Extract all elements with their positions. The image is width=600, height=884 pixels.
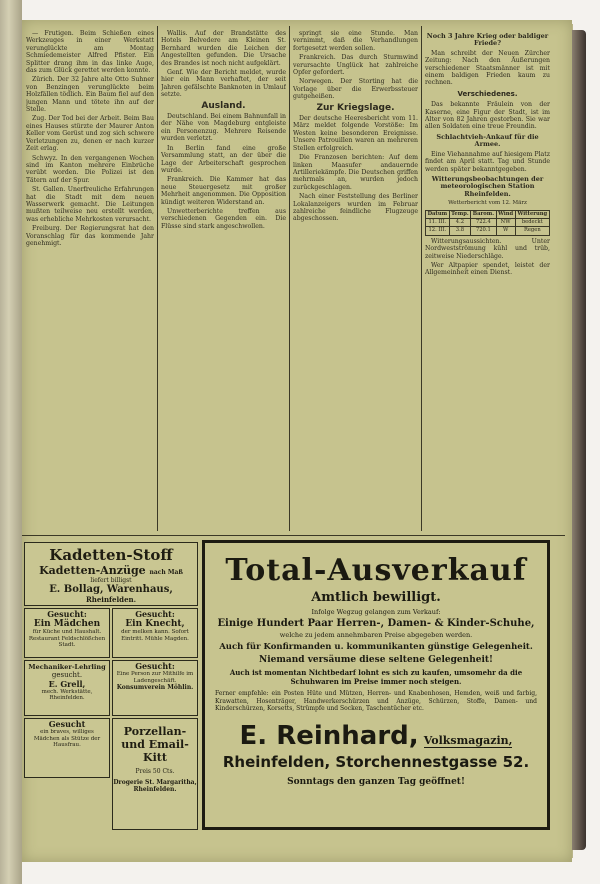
ad-detail: mech. Werkstätte, Rheinfelden. xyxy=(41,689,93,701)
section-rule xyxy=(22,535,565,536)
weather-cell: 3.8 xyxy=(449,227,471,235)
article-text: Deutschland. Bei einem Bahnunfall in der Nähe von Magdeburg entgleiste ein Personenzug. Mehrere Reisende wurden verletzt. xyxy=(161,113,286,143)
column-rule xyxy=(421,26,422,531)
ad-address: Rheinfelden, Storchennestgasse 52. xyxy=(222,752,530,771)
weather-date: Wetterbericht vom 12. März xyxy=(448,200,527,207)
article-text: Wer Altpapier spendet, leistet der Allgemeinheit einen Dienst. xyxy=(425,261,550,277)
weather-header: Barom. xyxy=(471,210,496,218)
article-text: Schwyz. In den vergangenen Wochen sind im Kanton mehrere Einbrüche verübt worden. Die Polizei ist den Tätern auf der Spur. xyxy=(26,154,154,184)
ad-text: Ein Knecht, xyxy=(125,619,185,629)
book-cover-edge xyxy=(572,30,586,850)
ad-main: Einige Hundert Paar Herren-, Damen- & Kinder-Schuhe, xyxy=(217,618,535,629)
ad-intro: Infolge Wegzug gelangen zum Verkauf: xyxy=(311,608,441,616)
article-text: Die Franzosen berichten: Auf dem linken Maasufer andauernde Artilleriekämpfe. Die Deutschen griffen mehrmals an, wurden jedoch zurückgeschlagen. xyxy=(293,154,418,191)
table-row xyxy=(426,218,550,226)
section-heading: Zur Kriegslage. xyxy=(316,102,395,113)
ad-text: welche zu jedem annehmbaren Preise abgegeben werden. xyxy=(279,631,473,639)
weather-cell: 720.1 xyxy=(471,227,496,235)
article-text: Eine Viehannahme auf hiesigem Platz findet am April statt. Tag und Stunde werden später bekanntgegeben. xyxy=(425,150,550,173)
article-text: Zürich. Der 32 Jahre alte Otto Suhner von Benzingen verunglückte beim Holzfällen tödlich. Ein Baum fiel auf den jungen Mann und tötete ihn auf der Stelle. xyxy=(26,76,154,114)
article-text: Der deutsche Heeresbericht vom 11. März meldet folgende Vorstöße: Im Westen keine besonderen Ereignisse. Unsere Patrouillen waren an mehreren Stellen erfolgreich. xyxy=(293,115,418,152)
article-text: In Berlin fand eine große Versammlung statt, an der über die Lage der Arbeiterschaft gesprochen wurde. xyxy=(161,144,286,174)
ad-text xyxy=(25,564,197,577)
ad-footer: Sonntags den ganzen Tag geöffnet! xyxy=(287,776,465,787)
ad-headline: Total-Ausverkauf xyxy=(225,553,527,588)
article-text: Wallis. Auf der Brandstätte des Hotels Belvedere am Kleinen St. Bernhard wurden die Leichen der Angestellten gefunden. Die Ursache des Brandes ist noch nicht aufgeklärt. xyxy=(161,30,286,67)
article-text: Witterungsaussichten. Unter Nordwestströmung kühl und trüb, zeitweise Niederschläge. xyxy=(425,237,550,260)
ad-text: Ferner empfehle: ein Posten Hüte und Mützen, Herren- und Knabenhosen, Hemden, weiß und farbig, Krawatten, Hosenträger, Handwerkerschürzen und Anzüge, Schürzen, Stoffe, Damen- und Kinderschürzen, Korsetts, Strümpfe und Socken, Taschentücher etc. xyxy=(215,690,537,712)
article-heading: Witterungsbeobachtungen der meteorologischen Station Rheinfelden. xyxy=(431,174,544,198)
weather-header: Temp. xyxy=(449,210,471,218)
ad-porzellan xyxy=(112,718,198,830)
ad-text: Ein Mädchen xyxy=(33,619,101,629)
ad-detail: der melken kann. Sofort Eintritt. Mühle Magden. xyxy=(121,629,189,642)
ad-firm: E. Bollag, Warenhaus, xyxy=(49,584,173,595)
weather-cell: 12. III. xyxy=(426,227,450,235)
article-text: Zug. Der Tod bei der Arbeit. Beim Bau eines Hauses stürzte der Maurer Anton Keller vom Gerüst und zog sich schwere Verletzungen zu, denen er nach kurzer Zeit erlag. xyxy=(26,115,154,153)
ad-firm: E. Reinhard, xyxy=(239,720,419,751)
ad-title: Mechaniker-Lehrling xyxy=(28,663,106,671)
article-text: Norwegen. Der Storting hat die Vorlage über die Erwerbssteuer gutgeheißen. xyxy=(293,78,418,101)
ad-title: Gesucht: xyxy=(47,609,87,619)
weather-header: Witterung xyxy=(515,210,549,218)
ad-gesucht-knecht xyxy=(112,608,198,658)
table-row xyxy=(426,227,550,235)
weather-cell: Regen xyxy=(515,227,549,235)
article-text: St. Gallen. Unerfreuliche Erfahrungen hat die Stadt mit dem neuen Wasserwerk gemacht. Die Leitungen mußten teilweise neu erstellt werden, was erhebliche Mehrkosten verursacht. xyxy=(26,186,154,223)
article-text: Frankreich. Die Kammer hat das neue Steuergesetz mit großer Mehrheit angenommen. Die Opposition kündigt weiteren Widerstand an. xyxy=(161,176,286,206)
ad-text: Auch ist momentan Nichtbedarf lohnt es sich zu kaufen, umsomehr da die Schuhwaren im Preise immer noch steigen. xyxy=(229,668,523,686)
section-heading: Verschiedenes. xyxy=(457,89,518,98)
article-text: Nach einer Feststellung des Berliner Lokalanzeigers wurden im Februar zahlreiche feindliche Flugzeuge abgeschossen. xyxy=(293,193,418,223)
ad-title: Gesucht: xyxy=(135,661,175,671)
article-text: Genf. Wie der Bericht meldet, wurde hier ein Mann verhaftet, der seit Jahren gefälschte Banknoten in Umlauf setzte. xyxy=(161,69,286,99)
ad-firm-row xyxy=(205,721,547,751)
ad-title: Kadetten-Stoff xyxy=(49,546,173,564)
weather-cell: NW xyxy=(496,218,515,226)
weather-cell: 11. III. xyxy=(426,218,450,226)
column-rule xyxy=(289,26,290,531)
ad-total-ausverkauf xyxy=(202,540,550,830)
ad-detail: Preis 50 Cts. xyxy=(135,768,175,775)
ad-firm-tag: Volksmagazin, xyxy=(423,733,513,747)
ad-text: ein braves, williges Mädchen als Stütze der Hausfrau. xyxy=(33,729,101,748)
article-heading: Noch 3 Jahre Krieg oder baldiger Friede? xyxy=(426,32,549,48)
weather-cell: bedeckt xyxy=(515,218,549,226)
column-4 xyxy=(425,30,550,530)
column-rule xyxy=(157,26,158,531)
ad-firm: E. Grell, xyxy=(48,679,86,689)
ad-firm: Drogerie St. Margaritha, Rheinfelden. xyxy=(113,779,197,793)
ad-suffix: nach Maß xyxy=(149,569,183,576)
article-text: — Frutigen. Beim Schießen eines Werkzeuges in einer Werkstatt verunglückte am Montag Schmiedemeister Alfred Pfister. Ein Splitter drang ihm in das linke Auge, das zum Glück gerettet werden konnte. xyxy=(26,30,154,75)
ad-gesucht-stuetze xyxy=(24,718,110,778)
article-heading: Schlachtvieh-Ankauf für die Armee. xyxy=(436,132,539,149)
ad-line: Kadetten-Anzüge xyxy=(39,564,146,577)
book-spine xyxy=(0,0,22,884)
article-text: Unwetterberichte treffen aus verschiedenen Gegenden ein. Die Flüsse sind stark angeschwollen. xyxy=(161,207,286,230)
ad-title: Gesucht xyxy=(48,719,86,729)
ad-title: Gesucht: xyxy=(135,609,175,619)
article-text: springt sie eine Stunde. Man vernimmt, daß die Verhandlungen fortgesetzt werden sollen. xyxy=(293,30,418,52)
ad-text: Auch für Konfirmanden u. kommunikanten günstige Gelegenheit. xyxy=(219,642,533,652)
section-heading: Ausland. xyxy=(201,100,246,111)
column-3 xyxy=(293,30,418,530)
column-2 xyxy=(161,30,286,530)
ad-text: Eine Person zur Mithilfe im Ladengeschäft. xyxy=(116,671,194,684)
ad-city: Rheinfelden. xyxy=(85,595,137,604)
article-text: Freiburg. Der Regierungsrat hat den Voranschlag für das kommende Jahr genehmigt. xyxy=(26,225,154,247)
weather-header: Wind xyxy=(498,210,514,217)
ad-line: liefert billigst xyxy=(90,577,132,584)
ad-text: Niemand versäume diese seltene Gelegenheit! xyxy=(259,655,493,665)
ad-subtitle: Amtlich bewilligt. xyxy=(311,590,441,605)
weather-cell: W xyxy=(496,227,515,235)
article-text: Das bekannte Fräulein von der Kaserne, eine Figur der Stadt, ist im Alter von 82 Jahren gestorben. Sie war allen Soldaten eine treue Freundin. xyxy=(425,101,550,131)
ad-title: Porzellan- und Email-Kitt xyxy=(121,725,189,764)
column-1 xyxy=(26,30,154,530)
ad-gesucht-maedchen xyxy=(24,608,110,658)
weather-cell: 722.4 xyxy=(471,218,496,226)
ad-firm: Konsumverein Möhlin. xyxy=(116,684,194,691)
ad-text: gesucht. xyxy=(51,671,83,679)
weather-cell: 4.2 xyxy=(449,218,471,226)
weather-table xyxy=(425,210,550,236)
ad-detail: für Küche und Haushalt. Restaurant Feldschlößchen Stadt. xyxy=(28,629,106,648)
article-text: Man schreibt der Neuen Zürcher Zeitung: Nach den Äußerungen verschiedener Staatsmänner ist mit einem baldigen Frieden kaum zu rechnen. xyxy=(425,49,550,87)
weather-header: Datum xyxy=(426,210,450,218)
ad-kadetten xyxy=(24,542,198,606)
article-text: Frankreich. Das durch Sturmwind verursachte Unglück hat zahlreiche Opfer gefordert. xyxy=(293,54,418,77)
ad-gesucht-person xyxy=(112,660,198,716)
ad-mechaniker xyxy=(24,660,110,716)
